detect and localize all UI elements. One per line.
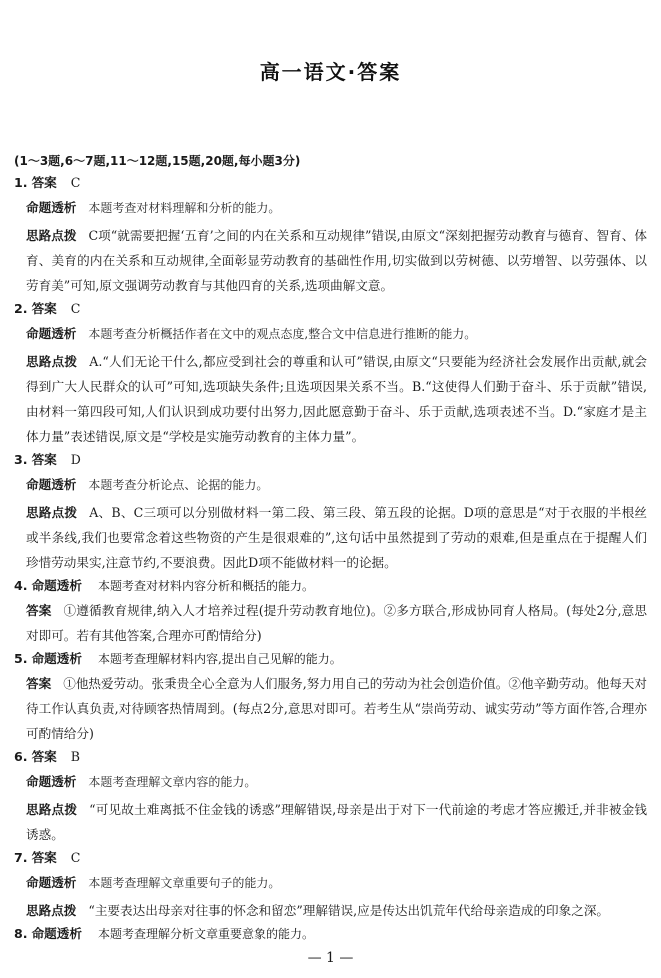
intent-label: 命题透析: [31, 578, 82, 593]
answer-value: C: [70, 850, 81, 865]
question-2: [14, 298, 647, 449]
answer-text: ①遵循教育规律,纳入人才培养过程(提升劳动教育地位)。②多方联合,形成协同育人格局。(每处2分,意思对即可。若有其他答案,合理亦可酌情给分): [26, 603, 647, 643]
intent-label: 命题透析: [26, 774, 77, 789]
hint-label: 思路点拨: [26, 505, 78, 520]
question-number: 6.: [14, 749, 28, 764]
page-number: — 1 —: [307, 950, 354, 966]
answer-label: 答案: [26, 603, 52, 618]
answer-value: C: [70, 175, 81, 190]
intent-label: 命题透析: [26, 477, 77, 492]
page-title: 高一语文·答案: [259, 60, 402, 84]
question-3: [14, 449, 647, 575]
hint-text: “主要表达出母亲对往事的怀念和留恋”理解错误,应是传达出饥荒年代给母亲造成的印象之深。: [88, 903, 610, 918]
answer-label: 答案: [31, 301, 57, 316]
question-8: [14, 923, 647, 944]
hint-text: A.“人们无论干什么,都应受到社会的尊重和认可”错误,由原文“只要能为经济社会发展作出贡献,就会得到广大人民群众的认可”可知,选项缺失条件;且选项因果关系不当。B.“这使得人们勤于奋斗、乐于贡献”错误,由材料一第四段可知,人们认识到成功要付出努力,因此愿意勤于奋斗、乐于贡献,选项表述不当。D.“家庭才是主体力量”表述错误,原文是“学校是实施劳动教育的主体力量”。: [26, 354, 647, 444]
intent-text: 本题考查理解文章重要句子的能力。: [88, 876, 281, 890]
answer-list: [14, 172, 647, 944]
scoring-note: (1～3题,6～7题,11～12题,15题,20题,每小题3分): [14, 154, 301, 168]
question-number: 7.: [14, 850, 28, 865]
intent-text: 本题考查分析概括作者在文中的观点态度,整合文中信息进行推断的能力。: [88, 327, 477, 341]
answer-label: 答案: [31, 850, 57, 865]
intent-text: 本题考查分析论点、论据的能力。: [88, 478, 269, 492]
question-number: 3.: [14, 452, 28, 467]
answer-label: 答案: [26, 676, 52, 691]
question-1: [14, 172, 647, 298]
question-number: 1.: [14, 175, 28, 190]
answer-value: B: [70, 749, 81, 764]
answer-value: C: [70, 301, 81, 316]
hint-label: 思路点拨: [26, 903, 77, 918]
hint-text: A、B、C三项可以分别做材料一第二段、第三段、第五段的论据。D项的意思是“对于衣服的半根丝或半条线,我们也要常念着这些物资的产生是很艰难的”,这句话中虽然提到了劳动的艰难,但是重点在于提醒人们珍惜劳动果实,注意节约,不要浪费。因此D项不能做材料一的论据。: [26, 505, 648, 570]
question-4: [14, 575, 647, 648]
question-number: 2.: [14, 301, 28, 316]
intent-text: 本题考查理解分析文章重要意象的能力。: [97, 927, 314, 941]
question-number: 4.: [14, 578, 28, 593]
answer-text: ①他热爱劳动。张秉贵全心全意为人们服务,努力用自己的劳动为社会创造价值。②他辛勤劳动。他每天对待工作认真负责,对待顾客热情周到。(每点2分,意思对即可。若考生从“崇尚劳动、诚实劳动”等方面作答,合理亦可酌情给分): [26, 676, 647, 741]
hint-text: “可见故土难离抵不住金钱的诱惑”理解错误,母亲是出于对下一代前途的考虑才答应搬迁,并非被金钱诱惑。: [26, 802, 647, 842]
intent-text: 本题考查对材料内容分析和概括的能力。: [97, 579, 314, 593]
intent-text: 本题考查理解材料内容,提出自己见解的能力。: [97, 652, 342, 666]
answer-label: 答案: [31, 452, 57, 467]
hint-label: 思路点拨: [26, 802, 78, 817]
hint-label: 思路点拨: [26, 228, 77, 243]
question-number: 8.: [14, 926, 28, 941]
answer-label: 答案: [31, 749, 57, 764]
question-5: [14, 648, 647, 746]
intent-label: 命题透析: [31, 651, 82, 666]
answer-label: 答案: [31, 175, 57, 190]
intent-text: 本题考查理解文章内容的能力。: [88, 775, 257, 789]
intent-label: 命题透析: [31, 926, 82, 941]
hint-label: 思路点拨: [26, 354, 78, 369]
intent-label: 命题透析: [26, 875, 77, 890]
question-6: [14, 746, 647, 847]
intent-text: 本题考查对材料理解和分析的能力。: [88, 201, 281, 215]
question-7: [14, 847, 647, 923]
hint-text: C项“就需要把握‘五育’之间的内在关系和互动规律”错误,由原文“深刻把握劳动教育与德育、智育、体育、美育的内在关系和互动规律,全面彰显劳动教育的基础性作用,切实做到以劳树德、以劳增智、以劳强体、以劳育美”可知,原文强调劳动教育与其他四育的关系,选项曲解文意。: [26, 228, 647, 293]
intent-label: 命题透析: [26, 326, 77, 341]
answer-value: D: [70, 452, 81, 467]
question-number: 5.: [14, 651, 28, 666]
intent-label: 命题透析: [26, 200, 77, 215]
